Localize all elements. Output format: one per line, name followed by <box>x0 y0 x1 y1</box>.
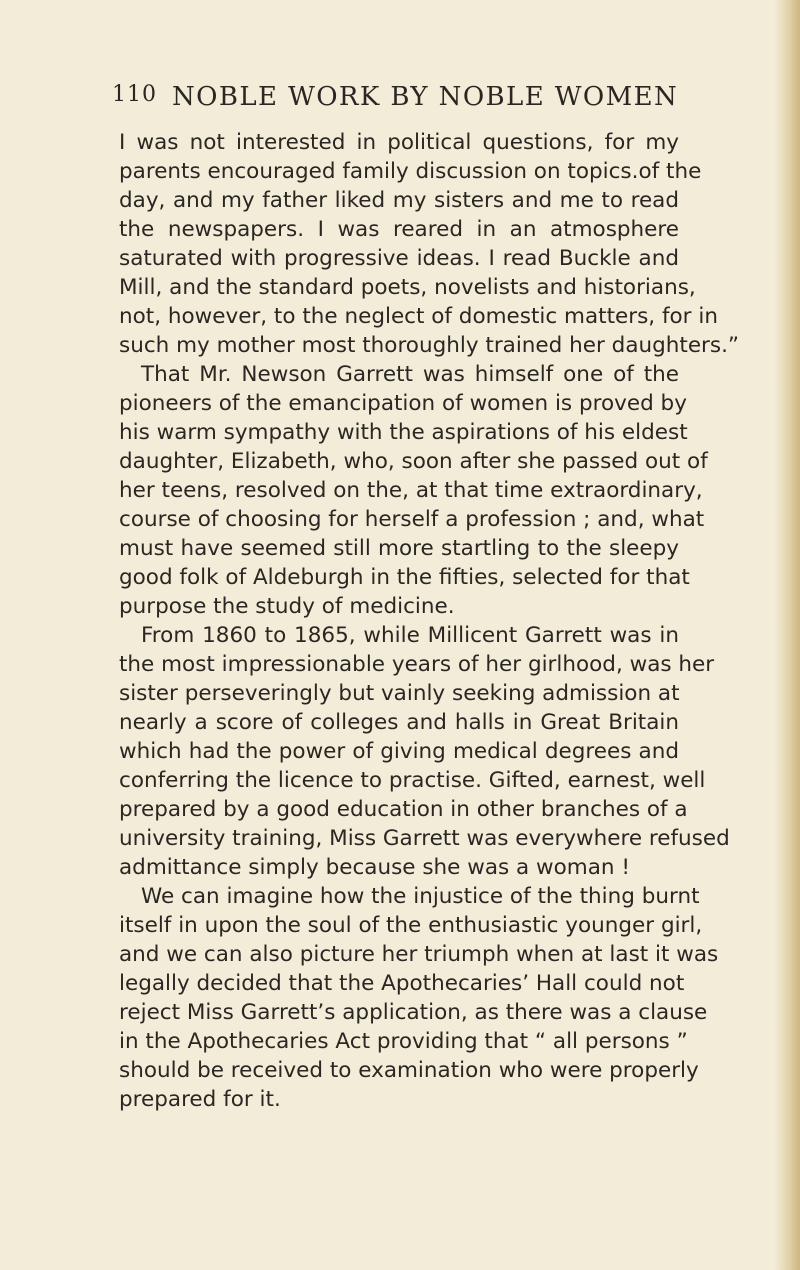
text-line: university training, Miss Garrett was everywhere refused <box>119 826 730 851</box>
body-text <box>119 128 740 1114</box>
text-line: Mill, and the standard poets, novelists and historians, <box>119 275 696 300</box>
text-line: admittance simply because she was a woman ! <box>119 855 630 880</box>
text-line: pioneers of the emancipation of women is proved by <box>119 391 687 416</box>
text-line: which had the power of giving medical degrees and <box>119 739 679 764</box>
text-line: prepared by a good education in other branches of a <box>119 797 688 822</box>
text-line: prepared for it. <box>119 1087 281 1112</box>
text-line: itself in upon the soul of the enthusiastic younger girl, <box>119 913 703 938</box>
text-line: I was not interested in political questions, for my <box>119 130 679 155</box>
running-head: NOBLE WORK BY NOBLE WOMEN <box>172 82 679 112</box>
text-line: day, and my father liked my sisters and me to read <box>119 188 679 213</box>
text-line: legally decided that the Apothecaries’ Hall could not <box>119 971 685 996</box>
text-line: should be received to examination who were properly <box>119 1058 699 1083</box>
text-line: the most impressionable years of her girlhood, was her <box>119 652 715 677</box>
text-line: parents encouraged family discussion on topics.of the <box>119 159 702 184</box>
text-line: the newspapers. I was reared in an atmosphere <box>119 217 679 242</box>
text-line: his warm sympathy with the aspirations of his eldest <box>119 420 688 445</box>
text-line: in the Apothecaries Act providing that “ all persons ” <box>119 1029 688 1054</box>
text-line: such my mother most thoroughly trained her daughters.” <box>119 333 740 358</box>
text-line: nearly a score of colleges and halls in Great Britain <box>119 710 679 735</box>
text-line: daughter, Elizabeth, who, soon after she passed out of <box>119 449 708 474</box>
text-line: purpose the study of medicine. <box>119 594 455 619</box>
text-line: conferring the licence to practise. Gifted, earnest, well <box>119 768 706 793</box>
text-line: and we can also picture her triumph when at last it was <box>119 942 719 967</box>
page-header <box>112 82 679 116</box>
text-line: her teens, resolved on the, at that time extraordinary, <box>119 478 703 503</box>
text-line: From 1860 to 1865, while Millicent Garrett was in <box>141 623 679 648</box>
text-line: reject Miss Garrett’s application, as there was a clause <box>119 1000 708 1025</box>
text-line: saturated with progressive ideas. I read Buckle and <box>119 246 679 271</box>
text-line: not, however, to the neglect of domestic matters, for in <box>119 304 718 329</box>
text-line: We can imagine how the injustice of the thing burnt <box>141 884 700 909</box>
text-line: That Mr. Newson Garrett was himself one of the <box>141 362 679 387</box>
text-line: good folk of Aldeburgh in the fifties, selected for that <box>119 565 690 590</box>
page-edge-shadow <box>774 0 800 1270</box>
text-line: must have seemed still more startling to the sleepy <box>119 536 679 561</box>
text-line: sister perseveringly but vainly seeking admission at <box>119 681 680 706</box>
text-line: course of choosing for herself a profession ; and, what <box>119 507 705 532</box>
page-number: 110 <box>112 82 157 107</box>
